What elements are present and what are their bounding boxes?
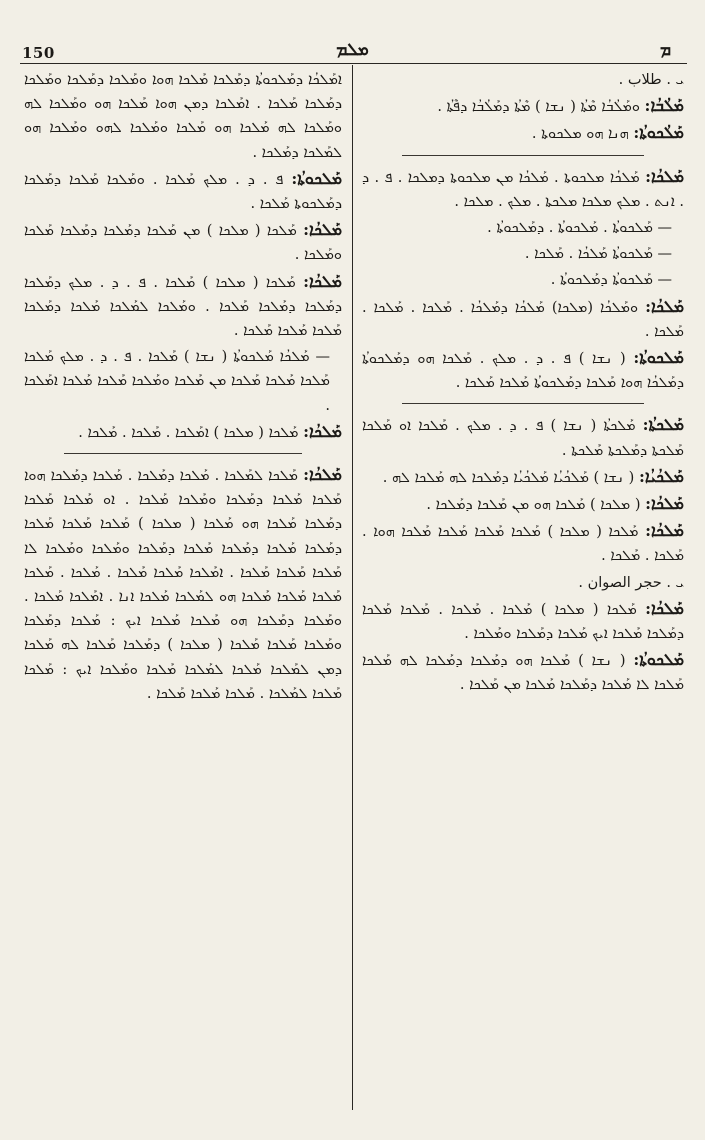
- headword: ܡܰܠܟܳܐ:: [645, 598, 684, 618]
- headword: ܡܰܠܳܟܘܬܳܐ:: [633, 123, 684, 143]
- entry: ܡܰܠܳܒܳܐ: ܘܡܰܠܳܒܳܐ ܡܶܬܳܐ ( ܢܫܐ ) ܡܶܬܳܐ ܕܡܰܠܳܒܳܐ ܕܦܶܬܳܐ .: [437, 96, 684, 116]
- headword: ܡܰܠܟܳܐ:: [303, 271, 342, 291]
- headword: ܡܰܠܟܳܐ:: [645, 494, 684, 514]
- column-divider: [352, 65, 353, 1110]
- headword: ܡܰܠܟܬܳܐ:: [642, 415, 685, 435]
- headword: ܡܰܠܟܳܐ:: [645, 296, 685, 316]
- entry: ܡܰܠܟܳܐ: ܡܰܠܟܐ ( ܡܠܟܐ ) ܐܡܰܠܟܐ . ܡܰܠܟܐ . ܡܰܠܟܐ .: [78, 421, 342, 441]
- headword: ܡܰܠܟܳܐ:: [303, 220, 343, 240]
- headword: ܡܰܠܟܘܬܳܐ:: [291, 168, 343, 188]
- sub-entry: — ܡܰܠܟܘܬܳܐ ܕܡܰܠܟܘܬܳܐ .: [550, 272, 672, 289]
- headword: ܡܰܠܟܳܐ:: [645, 166, 685, 186]
- entry: ܡܰܠܟܬܳܐ: ܡܰܠܟܬܳܐ ( ܢܫܐ ) ܦ . ܕ . ܡܠܟ . ܡܰܠܟܐ ܐܘ ܡܰܠܟܐ ܡܰܠܟܬܐ ܕܡܰܠܟܬܐ ܡܰܠܟܬܐ .: [362, 415, 685, 459]
- entry: ܡܰܠܟܳܐ: ܡܰܠܟܳܐ ܡܠܟܘܬܐ . ܡܰܠܟܳܐ ܡܢ ܡܠܟܘܬܐ ܕܡܠܟܐ . ܦ . ܕ . ܐܢܬ . ܡܠܟ ܡܠܟܐ ܡܠܟܬܐ . ܡܠܟ . ܡܠܟܐ .: [362, 166, 685, 210]
- headword: ܡܰܠܟܘܬܳܐ:: [633, 348, 684, 368]
- header-rule: [20, 63, 687, 64]
- entry: ܡܰܠܟܳܐ: ܡܰܠܟܐ ( ܡܠܟܐ ) ܡܢ ܡܰܠܟܐ ܕܡܰܠܟܐ ܕܡܰܠܟܐ ܡܰܠܟܐ ܘܡܰܠܟܐ .: [24, 220, 343, 264]
- entry: ܡܰܠܟܘܬܳܐ: ܦ . ܕ . ܡܠܟ ܡܰܠܟܐ . ܘܡܰܠܟܐ ܡܰܠܟܐ ܕܡܰܠܟܐ ܕܡܰܠܟܘܬܐ ܡܰܠܟܐ .: [24, 168, 343, 213]
- page-number: 150: [22, 44, 55, 62]
- entry: ܡܰܠܟܳܐ: ܡܰܠܟܐ ܠܡܰܠܟܐ . ܡܰܠܟܐ ܕܡܰܠܟܐ . ܡܰܠܟܐ ܕܡܰܠܟܐ ܗܘܐ ܡܰܠܟܐ ܡܰܠܟܐ ܕܡܰܠܟܐ ܘܡܰܠܟܐ ܡܰܠܟܐ . ܐܘ ܡܰܠܟܐ ܡܰܠܟܐ ܕܡܰܠܟܐ ܡܰܠܟܐ ܗܘ ܡܰܠܟܐ ( ܡܠܟܐ ) ܡܰܠܟܐ ܡܰܠܟܐ ܡܰܠܟܐ ܕܡܰܠܟܐ ܡܰܠܟܐ ܕܡܰܠܟܐ ܡܰܠܟܐ ܕܡܰܠܟܐ ܘܡܰܠܟܐ ܘܡܰܠܟܐ ܠܐ ܡܰܠܟܐ ܡܰܠܟܐ ܡܰܠܟܐ . ܐܡܰܠܟܐ ܡܰܠܟܐ ܡܰܠܟܐ . ܡܰܠܟܐ . ܡܰܠܟܐ ܡܰܠܟܐ ܡܰܠܟܐ ܡܰܠܟܐ ܗܘ ܠܡܰܠܟܐ ܡܰܠܟܐ ܐܢܐ . ܐܡܰܠܟܐ ܡܰܠܟܐ . ܘܡܰܠܟܐ ܕܡܰܠܟܐ ܗܘ ܡܰܠܟܐ ܡܰܠܟܐ ܐܝܟ : ܡܰܠܟܐ ܕܡܰܠܟܐ ܘܡܰܠܟܐ ܡܰܠܟܐ ܡܰܠܟܐ ( ܡܠܟܐ ) ܕܡܰܠܟܐ ܡܰܠܟܐ ܠܗ ܡܰܠܟܐ ܕܡܢ ܠܡܰܠܟܐ ܡܰܠܟܐ ܠܡܰܠܟܐ ܡܰܠܟܐ ܘܡܰܠܟܐ ܐܝܟ : ܡܰܠܟܐ ܡܰܠܟܐ ܠܡܰܠܟܐ . ܡܰܠܟܐ ܡܰܠܟܐ ܡܰܠܟܐ .: [24, 465, 342, 702]
- headword: ܡܰܠܟܳܝܳܐ:: [638, 466, 684, 486]
- entry: ܡܰܠܟܳܐ: ܡܰܠܟܐ ( ܡܠܟܐ ) ܡܰܠܟܐ . ܡܰܠܟܐ . ܡܰܠܟܐ ܡܰܠܟܐ ܕܡܰܠܟܐ ܡܰܠܟܐ ܐܝܟ ܡܰܠܟܐ ܕܡܰܠܟܐ ܘܡܰܠܟܐ .: [362, 598, 684, 643]
- headword: ܡܰܠܟܳܐ:: [645, 521, 684, 541]
- entry: ܡܰܠܟܘܬܳܐ: ( ܢܫܐ ) ܡܰܠܟܐ ܗܘ ܕܡܰܠܟܐ ܕܡܰܠܟܐ ܠܗ ܡܰܠܟܐ ܡܰܠܟܐ ܠܐ ܡܰܠܟܐ ܕܡܰܠܟܐ ܡܰܠܟܐ ܡܢ ܡܰܠܟܐ .: [362, 650, 685, 694]
- entry: ܝ . ﺣﺠﺮ ﺍﻟﺼﻮﺍﻥ .: [578, 574, 684, 591]
- headword: ܡܰܠܟܘܬܳܐ:: [633, 650, 685, 670]
- entry-separator: [402, 403, 644, 405]
- entry: ܐܡܰܠܟܳܐ ܕܡܰܠܟܘܬܳܐ ܕܡܰܠܟܐ ܡܰܠܟܐ ܗܘܐ ܘܡܰܠܟܐ ܕܡܰܠܟܐ ܘܡܰܠܟܐ ܕܡܰܠܟܐ ܡܰܠܟܐ . ܐܡܰܠܟܐ ܕܡܢ ܗܘܐ ܡܰܠܟܐ ܗܘ ܘܡܰܠܟܐ ܠܗ ܘܡܰܠܟܐ ܠܗ ܡܰܠܟܐ ܗܘ ܡܰܠܟܐ ܘܡܰܠܟܐ ܠܗܘ ܘܡܰܠܟܐ ܗܘ ܠܡܰܠܟܐ ܕܡܰܠܟܐ .: [24, 72, 342, 161]
- entry-separator: [64, 453, 302, 455]
- entry: ܡܰܠܟܳܝܳܐ: ( ܢܫܐ ) ܡܰܠܟܳܝܳܐ ܡܰܠܟܳܝܳܐ ܕܡܰܠܟܐ ܠܗ ܡܰܠܟܐ ܠܗ .: [382, 466, 684, 486]
- entry: ܡܰܠܟܳܐ: ܡܰܠܟܐ ( ܡܠܟܐ ) ܡܰܠܟܐ ܡܰܠܟܐ ܡܰܠܟܐ ܡܰܠܟܐ ܗܘܐ . ܡܰܠܟܐ . ܡܰܠܟܐ .: [362, 521, 684, 565]
- left-column: [24, 68, 342, 708]
- entry-separator: [402, 155, 644, 157]
- sub-entry: — ܡܰܠܟܘܬܳܐ . ܡܰܠܟܘܬܳܐ . ܕܡܰܠܟܘܬܳܐ .: [487, 220, 672, 237]
- entry: ܝ . ﻃﻼﺏ .: [618, 72, 684, 88]
- headword: ܡܰܠܟܳܐ:: [303, 421, 342, 441]
- entry: ܡܰܠܟܳܐ: ܡܰܠܟܐ ( ܡܠܟܐ ) ܡܰܠܟܐ . ܦ . ܕ . ܡܠܟ ܕܡܰܠܟܐ ܕܡܰܠܟܐ ܕܡܰܠܟܐ ܡܰܠܟܐ . ܘܡܰܠܟܐ ܠܡܰܠܟܐ ܡܰܠܟܐ ܕܡܰܠܟܐ ܡܰܠܟܐ ܡܰܠܟܐ ܡܰܠܟܐ .: [24, 271, 342, 340]
- entry: ܡܰܠܟܘܬܳܐ: ( ܢܫܐ ) ܦ . ܕ . ܡܠܟ . ܡܰܠܟܐ ܗܘ ܕܡܰܠܟܘܬܳܐ ܕܡܰܠܟܳܐ ܗܘܐ ܡܰܠܟܐ ܕܡܰܠܟܘܬܳܐ ܡܰܠܟܐ ܡܰܠܟܐ .: [362, 348, 684, 392]
- entry: ܡܰܠܳܟܘܬܳܐ: ܗܢܐ ܗܘ ܡܠܟܘܬܐ .: [531, 123, 684, 143]
- sub-entry: — ܡܰܠܟܳܐ ܡܰܠܟܘܬܳܐ ( ܢܫܐ ) ܡܰܠܟܐ . ܦ . ܕ . ܡܠܟ ܡܰܠܟܐ ܡܰܠܟܐ ܡܰܠܟܐ ܡܰܠܟܐ ܡܢ ܡܰܠܟܐ ܘܡܰܠܟܐ ܡܰܠܟܐ ܡܰܠܟܐ ܐܡܰܠܟܐ .: [24, 349, 330, 414]
- sub-entry: — ܡܰܠܟܘܬܳܐ ܡܰܠܟܳܐ . ܡܰܠܟܐ .: [524, 246, 672, 263]
- right-column: [362, 68, 684, 700]
- headword: ܡܰܠܟܳܐ:: [303, 465, 342, 485]
- running-head: ܡܠܡ: [336, 40, 369, 60]
- entry: ܡܰܠܟܳܐ: ܘܡܰܠܟܳܐ (ܡܠܟܐ) ܡܰܠܟܳܐ ܕܡܰܠܟܳܐ . ܡܰܠܟܐ . ܡܰܠܟܐ . ܡܰܠܟܐ .: [362, 296, 685, 340]
- entry: ܡܰܠܟܳܐ: ( ܡܠܟܐ ) ܡܰܠܟܐ ܗܘ ܡܢ ܡܰܠܟܐ ܕܡܰܠܟܐ .: [426, 494, 684, 514]
- section-letter: ܡ: [659, 40, 671, 60]
- headword: ܡܰܠܳܒܳܐ:: [644, 96, 684, 116]
